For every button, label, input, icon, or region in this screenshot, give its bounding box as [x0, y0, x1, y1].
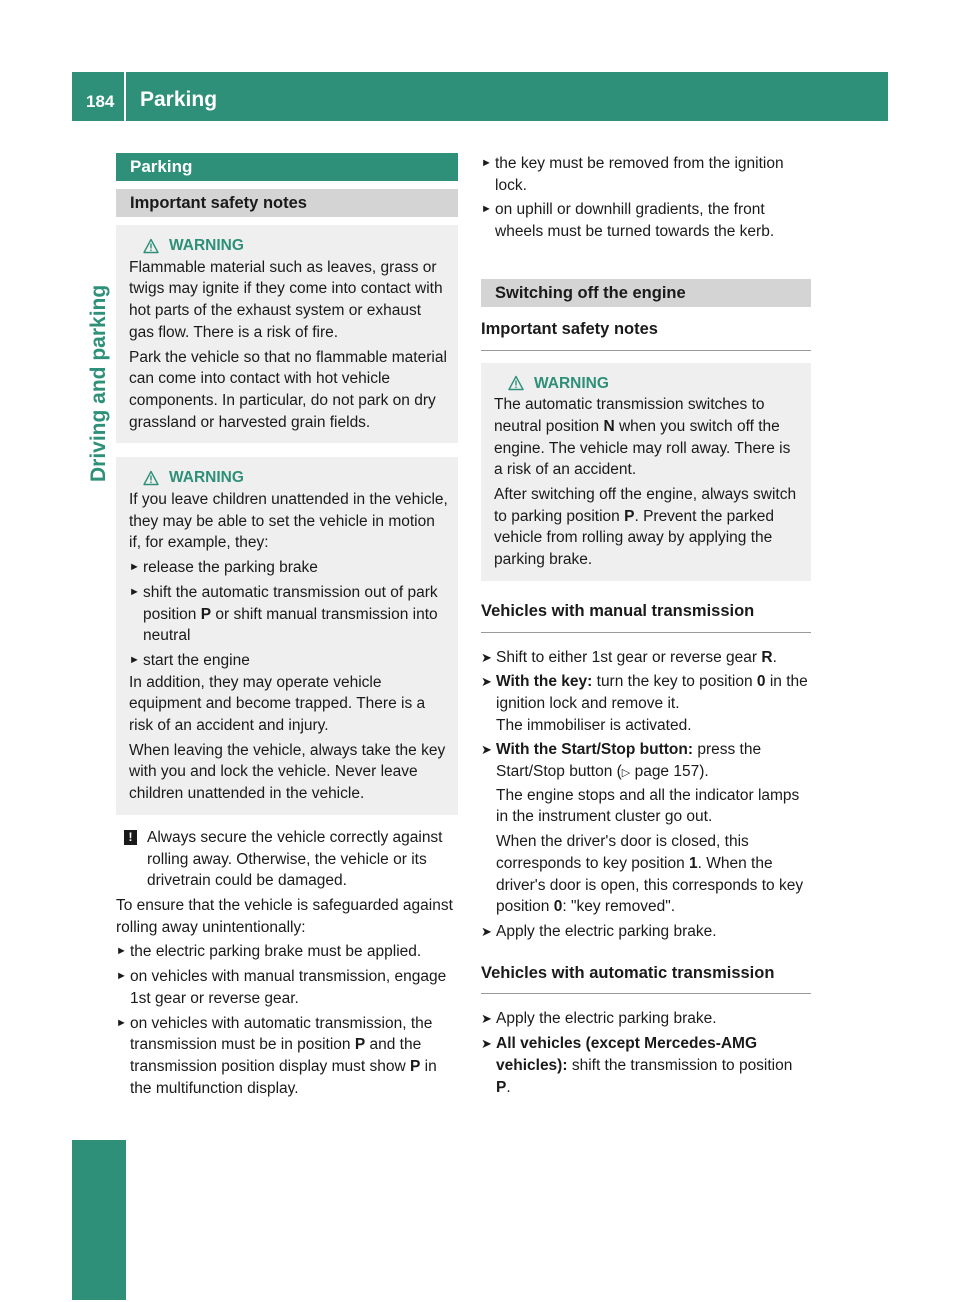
- side-tab-block: [72, 1140, 126, 1300]
- section-title-parking: Parking: [116, 153, 458, 181]
- bullet-triangle-icon: ►: [116, 945, 127, 958]
- warning-box-fire: [116, 225, 458, 443]
- list-item: ► release the parking brake: [129, 557, 450, 579]
- step-arrow-icon: ➤: [481, 649, 492, 665]
- warning-triangle-icon: [143, 470, 159, 486]
- step-arrow-icon: ➤: [481, 923, 492, 939]
- step-arrow-icon: ➤: [481, 1011, 492, 1027]
- bullet-triangle-icon: ►: [129, 561, 140, 574]
- step-item: ➤ Apply the electric parking brake.: [481, 1008, 811, 1030]
- warning-triangle-icon: [143, 238, 159, 254]
- step-item: ➤ All vehicles (except Mercedes-AMG vehicles): shift the transmission to position P.: [481, 1033, 811, 1098]
- side-tab-label: Driving and parking: [87, 284, 110, 482]
- header-divider: [124, 72, 126, 121]
- section-title-switching-off: Switching off the engine: [481, 279, 811, 307]
- heading-safety-notes: Important safety notes: [481, 319, 811, 351]
- warning-text: In addition, they may operate vehicle equipment and become trapped. There is a risk of an accident and injury.: [129, 673, 426, 735]
- header-title: Parking: [140, 88, 218, 111]
- warning-text: If you leave children unattended in the vehicle, they may be able to set the vehicle in motion if, for example, they:: [129, 491, 448, 552]
- warning-box-roll-away: [481, 363, 811, 581]
- warning-label: WARNING: [534, 374, 609, 392]
- warning-text: Park the vehicle so that no flammable material can come into contact with hot vehicle components. In particular, do not park on dry grassland or harvested grain fields.: [129, 348, 447, 431]
- page-number: 184: [86, 92, 115, 111]
- step-arrow-icon: ➤: [481, 742, 492, 758]
- step-item: ➤ With the key: turn the key to position 0 in the ignition lock and remove it. The immobiliser is activated.: [481, 671, 811, 736]
- list-item: ► shift the automatic transmission out of park position P or shift manual transmission into neutral: [129, 582, 450, 647]
- bullet-triangle-icon: ►: [481, 203, 492, 216]
- intro-text: To ensure that the vehicle is safeguarded against rolling away unintentionally:: [116, 896, 453, 936]
- note-item: [116, 827, 458, 892]
- note-exclamation-icon: !: [124, 830, 137, 845]
- bullet-triangle-icon: ►: [129, 653, 140, 666]
- warning-header: [508, 373, 803, 395]
- list-item: ► on uphill or downhill gradients, the front wheels must be turned towards the kerb.: [481, 199, 811, 242]
- bullet-triangle-icon: ►: [129, 585, 140, 598]
- heading-automatic-transmission: Vehicles with automatic transmission: [481, 963, 811, 995]
- note-text: Always secure the vehicle correctly against rolling away. Otherwise, the vehicle or its drivetrain could be damaged.: [147, 828, 443, 890]
- warning-header: [143, 467, 450, 489]
- right-column: [481, 153, 811, 1098]
- warning-triangle-icon: [508, 375, 524, 391]
- warning-text: Flammable material such as leaves, grass or twigs may ignite if they come into contact with hot parts of the exhaust system or exhaust gas flow. There is a risk of fire.: [129, 258, 443, 341]
- list-item: ► the key must be removed from the ignition lock.: [481, 153, 811, 196]
- warning-header: [143, 235, 450, 257]
- heading-manual-transmission: Vehicles with manual transmission: [481, 601, 811, 633]
- list-item: ► the electric parking brake must be applied.: [116, 941, 458, 963]
- subsection-title-safety: Important safety notes: [116, 189, 458, 217]
- bullet-triangle-icon: ►: [116, 970, 127, 983]
- step-item: ➤ Apply the electric parking brake.: [481, 921, 811, 943]
- bullet-triangle-icon: ►: [481, 157, 492, 169]
- warning-label: WARNING: [169, 237, 244, 254]
- warning-label: WARNING: [169, 469, 244, 487]
- step-arrow-icon: ➤: [481, 1036, 492, 1052]
- step-item: ➤ With the Start/Stop button: press the Start/Stop button (▷ page 157). The engine stops and all the indicator lamps in the instrument cluster go out. When the driver's door is closed, this corresponds to key position 1. When the driver's door is open, this corresponds to key position 0: "key removed".: [481, 739, 811, 918]
- step-item: ➤ Shift to either 1st gear or reverse gear R.: [481, 647, 811, 669]
- warning-text: The automatic transmission switches to neutral position N when you switch off the engine. The vehicle may roll away. There is a risk of an accident.: [494, 396, 791, 479]
- list-item: ► start the engine: [129, 650, 450, 672]
- warning-box-children: [116, 457, 458, 815]
- list-item: ► on vehicles with manual transmission, engage 1st gear or reverse gear.: [116, 966, 458, 1009]
- warning-text: When leaving the vehicle, always take the key with you and lock the vehicle. Never leave children unattended in the vehicle.: [129, 741, 446, 803]
- page-ref-arrow-icon: ▷: [621, 767, 631, 780]
- step-arrow-icon: ➤: [481, 674, 492, 690]
- list-item: ► on vehicles with automatic transmission, the transmission must be in position P and the transmission position display must show P in the multifunction display.: [116, 1013, 458, 1100]
- left-column: [116, 153, 458, 1099]
- warning-text: After switching off the engine, always switch to parking position P. Prevent the parked vehicle from rolling away by applying the parking brake.: [494, 486, 797, 569]
- bullet-triangle-icon: ►: [116, 1016, 127, 1029]
